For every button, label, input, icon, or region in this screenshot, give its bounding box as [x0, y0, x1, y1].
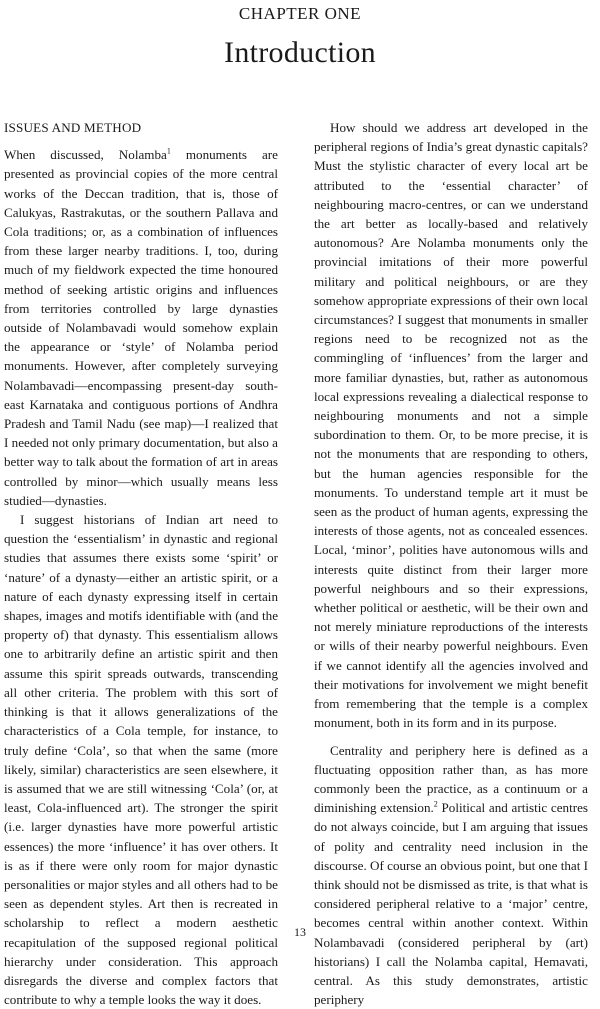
footnote-marker-1: 1: [167, 147, 171, 156]
section-heading: ISSUES AND METHOD: [4, 118, 278, 137]
left-paragraph-2: I suggest historians of Indian art need to question the ‘essentialism’ in dynastic and regional studies that assumes there exists some ‘spirit’ or ‘nature’ of a dynasty—either an artistic spirit, or a nature of each dynasty expressing itself in certain shapes, images and motifs identifiable with (and the property of) that dynasty. This essentialism allows one to arbitrarily define an artistic spirit and then assume this spirit spreads outwards, transcending all other criteria. The problem with this sort of thinking is that it allows generalizations of the characteristics of a Cola temple, for instance, to truly define ‘Cola’, so that when the same (more likely, similar) characteristics are seen elsewhere, it is assumed that we are still witnessing ‘Cola’ (or, at least, Cola-influenced art). The stronger the spirit (i.e. larger dynasties have more powerful artistic essences) the more ‘influence’ it has over others. It is as if there were only room for major dynastic personalities or major styles and all others had to be seen as dependent styles. Art then is recreated in scholarship to reflect a modern aesthetic recapitulation of the supposed regional political hierarchy under consideration. This approach disregards the diverse and complex factors that contribute to why a temple looks the way it does.: [4, 510, 278, 1009]
right-paragraph-1: How should we address art developed in the peripheral regions of India’s great dynastic capitals? Must the stylistic character of every local art be attributed to the ‘essential character’ of neighbouring macro-centres, or can we understand the art better as locally-based and relatively autonomous? Are Nolamba monuments only the provincial imitations of their more powerful military and political neighbours, or are they somehow appropriate expressions of their own local circumstances? I suggest that monuments in smaller regions need to be recognized not as the commingling of ‘influences’ from the larger and more familiar dynasties, but, rather as autonomous local expressions revealing a dialectical response to neighbouring monuments and not a simple subordination to them. Or, to be more precise, it is not the monuments that are responding to others, but the human agencies responsible for the monuments. To understand temple art it must be seen as the product of human agents, expressing the interests of those agents, not as concealed essences. Local, ‘minor’, polities have autonomous wills and interests quite distinct from their larger more powerful neighbours and so their expressions, whether political or aesthetic, will be their own and not merely miniature reproductions of the interests or wills of their nearby powerful neighbours. Even if we cannot identify all the agencies involved and their motivations for involvement we might benefit from remembering that the temple is a complex monument, both in its form and in its purpose.: [314, 118, 588, 733]
left-paragraph-1: [4, 145, 278, 510]
left-paragraph-1-start: When discussed, Nolamba: [4, 147, 167, 162]
left-column: [4, 118, 278, 1009]
footnote-marker-2: 2: [434, 800, 438, 809]
left-paragraph-1-rest: monuments are presented as provincial copies of the more central works of the Deccan tradition, that is, those of Calukyas, Rastrakutas, or the southern Pallava and Cola traditions; or, as a combination of influences from these larger nearby traditions. I, too, during much of my fieldwork expected the time honoured method of seeking artistic origins and influences from territories controlled by large dynasties outside of Nolambavadi would somehow explain the appearance or ‘style’ of Nolamba period monuments. However, after completely surveying Nolambavadi—encompassing present-day south-east Karnataka and contiguous portions of Andhra Pradesh and Tamil Nadu (see map)—I realized that I needed not only primary documentation, but also a better way to talk about the formation of art in areas controlled by minor—which usually means less studied—dynasties.: [4, 147, 278, 508]
right-column: [314, 118, 588, 1009]
right-paragraph-2: [314, 741, 588, 1009]
chapter-label: CHAPTER ONE: [0, 4, 600, 24]
page-number: 13: [0, 925, 600, 940]
right-paragraph-2-rest: Political and artistic centres do not always coincide, but I am arguing that issues of polity and centrality need inclusion in the discourse. Of course an obvious point, but one that I think should not be dismissed as trite, is that what is considered peripheral relative to a ‘major’ centre, becomes central within another context. Within Nolambavadi (considered peripheral by (art) historians) I call the Nolamba capital, Hemavati, central. As this study demonstrates, artistic periphery: [314, 800, 588, 1007]
chapter-title: Introduction: [0, 36, 600, 70]
right-paragraph-2-start: Centrality and periphery here is defined as a fluctuating opposition rather than, as has more commonly been the practice, as a continuum or a diminishing extension.: [314, 743, 588, 816]
